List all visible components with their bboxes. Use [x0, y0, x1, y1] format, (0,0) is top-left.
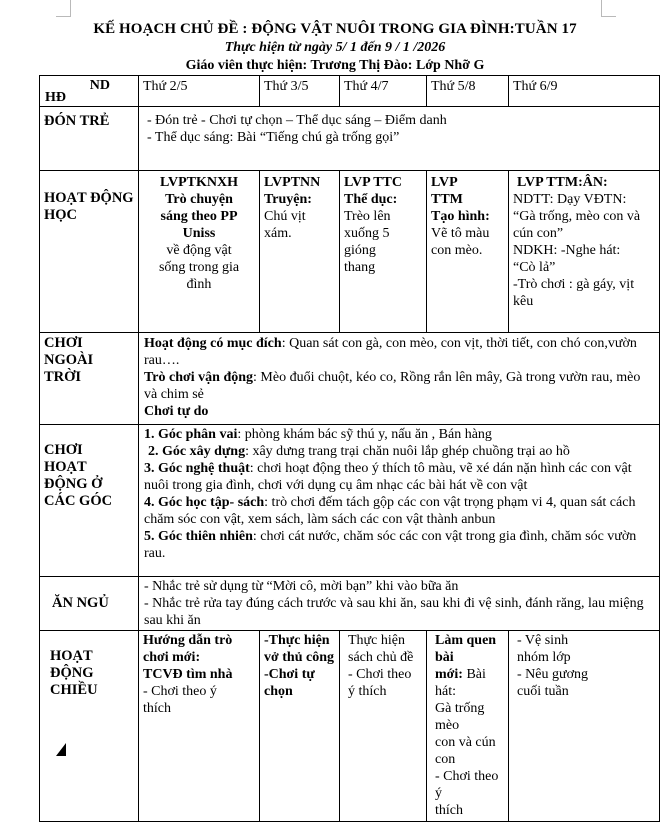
content-don-tre — [139, 107, 660, 171]
hdc-wed-l2: sách chủ đề — [348, 650, 414, 665]
day-header-tue: Thứ 3/5 — [260, 76, 340, 107]
goc-3-label: 3. Góc nghệ thuật — [144, 461, 250, 476]
goc-4-label: 4. Góc học tập- sách — [144, 495, 265, 510]
hdc-thu-l5: - Chơi theo ý — [435, 769, 499, 801]
hdh-fri-l6: -Trò chơi : gà gáy, vịt — [513, 277, 635, 292]
day-header-thu: Thứ 5/8 — [427, 76, 509, 107]
hdc-thu-t2: Bài hát: — [435, 667, 486, 699]
hdc-fri-l2: nhóm lớp — [517, 650, 571, 665]
row-an-ngu — [40, 577, 660, 631]
hdc-mon-l2: thích — [143, 701, 171, 716]
content-choi-goc — [139, 425, 660, 577]
goc-5-text: : chơi cát nước, chăm sóc các con vật trong gia đình, chăm sóc vườn rau. — [144, 529, 637, 561]
document-header — [0, 19, 670, 75]
goc-label-1: CHƠI — [44, 442, 83, 458]
hdc-tue — [260, 631, 340, 822]
goc-1 — [144, 426, 654, 443]
crop-mark-right — [601, 0, 616, 17]
row-hoat-dong-chieu — [40, 631, 660, 822]
hdh-tue-l2: xám. — [264, 226, 292, 241]
row-hoat-dong-hoc — [40, 171, 660, 333]
hdc-mon-l1: - Chơi theo ý — [143, 684, 217, 699]
cnt-label-3: TRỜI — [44, 369, 82, 385]
hdc-fri-l4: cuối tuần — [517, 684, 569, 699]
hdc-mon-b2: chơi mới: — [143, 650, 201, 665]
hdc-wed-l4: ý thích — [348, 684, 387, 699]
hdh-thu-head2: TTM — [431, 192, 463, 207]
hdh-tue — [260, 171, 340, 333]
hdc-fri-l1: - Vệ sinh — [517, 633, 569, 648]
goc-label-4: CÁC GÓC — [44, 493, 113, 509]
corner-nd: ND — [89, 78, 110, 93]
content-choi-ngoai-troi — [139, 333, 660, 425]
hdh-mon-l4: về động vật — [166, 243, 232, 258]
hdh-wed — [340, 171, 427, 333]
corner-mark — [56, 743, 66, 756]
hdh-thu-head: LVP — [431, 175, 458, 190]
hdh-fri-head: LVP TTM:ÂN: — [517, 175, 608, 190]
crop-mark-left — [56, 0, 71, 17]
hdh-mon-l1: Trò chuyện — [165, 192, 233, 207]
hdh-thu — [427, 171, 509, 333]
cnt-tro-choi — [144, 369, 654, 403]
goc-label-3: ĐỘNG Ở — [44, 476, 103, 492]
hdh-tue-sub: Truyện: — [264, 192, 312, 207]
hdh-wed-l4: thang — [344, 260, 376, 275]
cnt-tc-label: Trò chơi vận động — [144, 370, 254, 385]
hdh-fri-l3: cún con” — [513, 226, 564, 241]
cnt-hd-label: Hoạt động có mục đích — [144, 336, 282, 351]
hdh-tue-head: LVPTNN — [264, 175, 321, 190]
label-don-tre: ĐÓN TRẺ — [40, 107, 139, 171]
hdc-thu-b1: Làm quen bài — [435, 633, 497, 665]
hdh-wed-l2: xuống 5 — [344, 226, 390, 241]
goc-2-label: 2. Góc xây dựng — [148, 444, 246, 459]
hdh-mon-head: LVPTKNXH — [159, 175, 239, 190]
goc-1-text: : phòng khám bác sỹ thú y, nấu ăn , Bán hàng — [237, 427, 492, 442]
hdh-wed-head: LVP TTC — [344, 175, 402, 190]
label-hoat-dong-hoc: HOẠT ĐỘNG HỌC — [40, 171, 139, 333]
cnt-choi-tu-do: Chơi tự do — [144, 404, 209, 419]
weekly-plan-table — [39, 75, 660, 822]
hdh-wed-l1: Trèo lên — [344, 209, 391, 224]
hdh-wed-l3: gióng — [344, 243, 376, 258]
hdc-fri-l3: - Nêu gương — [517, 667, 588, 682]
document-title: KẾ HOẠCH CHỦ ĐỀ : ĐỘNG VẬT NUÔI TRONG GIA ĐÌNH:TUẦN 17 — [93, 21, 577, 37]
corner-cell — [40, 76, 139, 107]
table-header-row — [40, 76, 660, 107]
goc-3-text: : chơi hoạt động theo ý thích tô màu, vẽ xé dán nặn hình các con vật nuôi trong gia đình, chơi với dụng cụ âm nhạc các bài hát về con vật — [144, 461, 632, 493]
content-an-ngu — [139, 577, 660, 631]
hdc-thu-l3: Gà trống mèo — [435, 701, 485, 733]
don-tre-line-1: - Đón trẻ - Chơi tự chọn – Thể dục sáng – Điểm danh — [147, 113, 447, 128]
hdc-label-1: HOẠT — [50, 648, 93, 664]
hdc-mon — [139, 631, 260, 822]
teacher-info: Giáo viên thực hiện: Trương Thị Đào: Lớp Nhỡ G — [185, 58, 485, 73]
hdc-wed-l1: Thực hiện — [348, 633, 405, 648]
goc-label-2: HOẠT — [44, 459, 87, 475]
row-choi-ngoai-troi — [40, 333, 660, 425]
hdh-mon-l2: sáng theo PP — [160, 209, 238, 224]
hdc-fri — [509, 631, 660, 822]
hdc-tue-b3: -Chơi tự chọn — [264, 667, 315, 699]
hdh-fri-l4: NDKH: -Nghe hát: — [513, 243, 621, 258]
hdh-fri — [509, 171, 660, 333]
hdh-fri-l2: “Gà trống, mèo con và — [513, 209, 641, 224]
hdc-thu-l4: con và cún con — [435, 735, 496, 767]
hdh-tue-l1: Chú vịt — [264, 209, 306, 224]
label-choi-goc — [40, 425, 139, 577]
hdh-wed-sub: Thể dục: — [344, 192, 398, 207]
hdh-fri-l1: NDTT: Dạy VĐTN: — [513, 192, 627, 207]
hdh-mon-l6: đình — [186, 277, 212, 292]
hdc-wed — [340, 631, 427, 822]
goc-5-label: 5. Góc thiên nhiên — [144, 529, 253, 544]
label-hoat-dong-chieu — [40, 631, 139, 822]
hdc-wed-l3: - Chơi theo — [348, 667, 412, 682]
hdh-mon-l3: Uniss — [182, 226, 216, 241]
row-choi-goc — [40, 425, 660, 577]
goc-5 — [144, 528, 654, 562]
hdh-fri-l5: “Cò lả” — [513, 260, 556, 275]
an-ngu-line-1: - Nhắc trẻ sử dụng từ “Mời cô, mời bạn” khi vào bữa ăn — [144, 579, 459, 594]
goc-2 — [144, 443, 654, 460]
day-header-wed: Thứ 4/7 — [340, 76, 427, 107]
hdc-thu-b2: mới: — [435, 667, 463, 682]
hdh-thu-l2: con mèo. — [431, 243, 483, 258]
cnt-tc-text: : Mèo đuổi chuột, kéo co, Rồng rắn lên mây, Gà trong vườn rau, mèo và chim sẻ — [144, 370, 641, 402]
cnt-label-2: NGOÀI — [44, 352, 94, 368]
an-ngu-line-2: - Nhắc trẻ rửa tay đúng cách trước và sau khi ăn, sau khi đi vệ sinh, đánh răng, lau miệng sau khi ăn — [144, 596, 644, 628]
cnt-label-1: CHƠI — [44, 335, 83, 351]
goc-2-text: : xây dưng trang trại chăn nuôi lắp ghép chuồng trại ao hồ — [245, 444, 570, 459]
hdh-fri-l7: kêu — [513, 294, 534, 309]
label-choi-ngoai-troi — [40, 333, 139, 425]
label-an-ngu: ĂN NGỦ — [40, 577, 139, 631]
goc-4-text: : trò chơi đếm tách gộp các con vật trọng phạm vi 4, quan sát cách chăm sóc con vật, xem sách, làm sách các con vật thành anbun — [144, 495, 636, 527]
goc-3 — [144, 460, 654, 494]
don-tre-line-2: - Thể dục sáng: Bài “Tiếng chú gà trống gọi” — [147, 130, 400, 145]
hdc-thu-l6: thích — [435, 803, 463, 818]
hdc-tue-b2: vở thủ công — [264, 650, 334, 665]
date-range: Thực hiện từ ngày 5/ 1 đến 9 / 1 /2026 — [224, 40, 446, 55]
day-header-mon: Thứ 2/5 — [139, 76, 260, 107]
hdc-thu — [427, 631, 509, 822]
hdc-mon-b3: TCVĐ tìm nhà — [143, 667, 233, 682]
goc-1-label: 1. Góc phân vai — [144, 427, 238, 442]
hdc-thu-l2 — [435, 666, 504, 700]
hdh-thu-sub: Tạo hình: — [431, 209, 490, 224]
hdc-label-2: ĐỘNG — [50, 665, 94, 681]
cnt-hoat-dong — [144, 335, 654, 369]
corner-hd: HĐ — [45, 90, 66, 105]
cnt-hd-text: : Quan sát con gà, con mèo, con vịt, thời tiết, con chó con,vườn rau…. — [144, 336, 637, 368]
day-header-fri: Thứ 6/9 — [509, 76, 660, 107]
hdh-mon-l5: sống trong gia — [158, 260, 240, 275]
hdh-thu-l1: Vẽ tô màu — [431, 226, 490, 241]
row-don-tre — [40, 107, 660, 171]
hdh-mon — [139, 171, 260, 333]
hdc-label-3: CHIỀU — [50, 682, 98, 698]
hdc-tue-b1: -Thực hiện — [264, 633, 330, 648]
hdc-mon-b1: Hướng dẫn trò — [143, 633, 233, 648]
goc-4 — [144, 494, 654, 528]
